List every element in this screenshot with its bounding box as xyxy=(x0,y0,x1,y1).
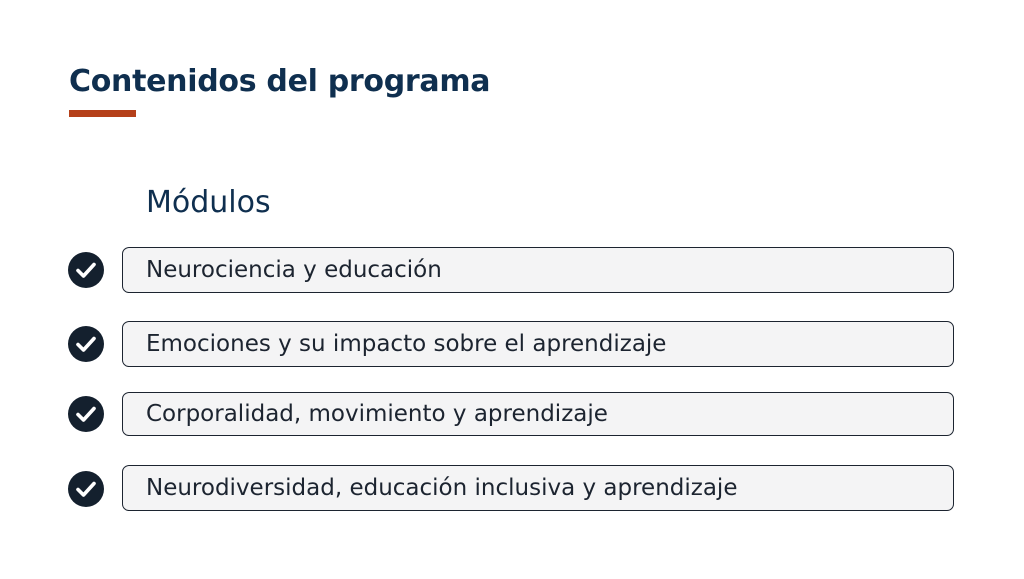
module-box xyxy=(122,321,954,367)
module-box xyxy=(122,247,954,293)
module-box xyxy=(122,465,954,511)
module-label: Corporalidad, movimiento y aprendizaje xyxy=(146,401,608,427)
module-box xyxy=(122,392,954,436)
module-label: Neurociencia y educación xyxy=(146,257,442,283)
module-item xyxy=(68,465,956,511)
module-label: Emociones y su impacto sobre el aprendizaje xyxy=(146,331,667,357)
check-circle-icon xyxy=(68,252,104,288)
module-label: Neurodiversidad, educación inclusiva y aprendizaje xyxy=(146,475,738,501)
check-circle-icon xyxy=(68,326,104,362)
module-item xyxy=(68,321,956,367)
module-item xyxy=(68,392,956,436)
page-title: Contenidos del programa xyxy=(69,64,491,99)
check-circle-icon xyxy=(68,396,104,432)
title-underline xyxy=(69,110,136,117)
check-circle-icon xyxy=(68,471,104,507)
section-heading: Módulos xyxy=(146,185,271,220)
module-item xyxy=(68,247,956,293)
